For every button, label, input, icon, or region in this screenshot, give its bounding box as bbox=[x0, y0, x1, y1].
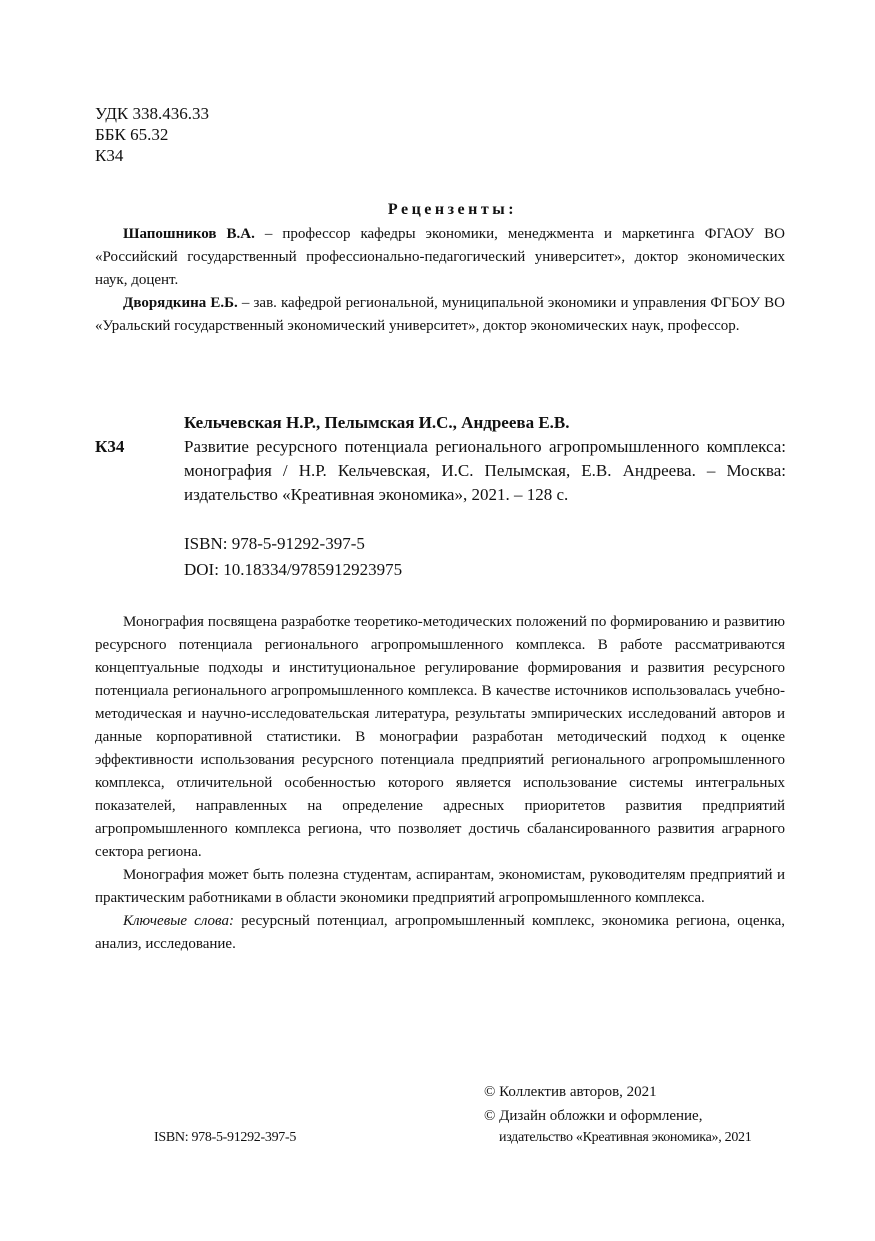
reviewer-entry bbox=[95, 223, 785, 292]
copyright-design: © Дизайн обложки и оформление, bbox=[484, 1108, 703, 1124]
reviewers-list bbox=[95, 223, 785, 338]
reviewer-details: – профессор кафедры экономики, менеджмента и маркетинга ФГАОУ ВО «Российский государственный профессионально-педагогический университет», доктор экономических наук, доцент. bbox=[95, 226, 786, 288]
card-author-sign: К34 bbox=[95, 437, 125, 456]
card-authors: Кельчевская Н.Р., Пелымская И.С., Андреева Е.В. bbox=[184, 413, 570, 432]
udk-code: УДК 338.436.33 bbox=[95, 104, 210, 123]
reviewer-entry bbox=[95, 292, 785, 338]
reviewer-name: Дворядкина Е.Б. bbox=[123, 295, 238, 311]
footer-isbn: ISBN: 978-5-91292-397-5 bbox=[154, 1130, 297, 1145]
copyright-block bbox=[484, 1080, 702, 1128]
abstract-paragraph: Монография может быть полезна студентам, аспирантам, экономистам, руководителям предприятий и практическим работниками в области экономики предприятий агропромышленного комплекса. bbox=[95, 867, 785, 906]
catalog-card bbox=[184, 411, 786, 583]
keywords-paragraph bbox=[95, 910, 785, 956]
card-isbn: ISBN: 978-5-91292-397-5 bbox=[184, 534, 365, 553]
catalog-codes bbox=[95, 103, 209, 166]
keywords-text: ресурсный потенциал, агропромышленный комплекс, экономика региона, оценка, анализ, исследование. bbox=[95, 913, 785, 952]
abstract bbox=[95, 611, 785, 956]
reviewer-name: Шапошников В.А. bbox=[123, 226, 255, 242]
card-identifiers bbox=[184, 531, 786, 583]
reviewer-details: – зав. кафедрой региональной, муниципальной экономики и управления ФГБОУ ВО «Уральский государственный экономический университет», доктор экономических наук, профессор. bbox=[95, 295, 785, 334]
keywords-label: Ключевые слова: bbox=[123, 913, 234, 929]
card-description: Развитие ресурсного потенциала регионального агропромышленного комплекса: монография / Н.Р. Кельчевская, И.С. Пелымская, Е.В. Андреева. – Москва: издательство «Креативная экономика», 2021. – 128 с. bbox=[184, 437, 786, 504]
abstract-paragraph: Монография посвящена разработке теоретико-методических положений по формированию и развитию ресурсного потенциала регионального агропромышленного комплекса. В работе рассматриваются концептуальные подходы и институциональное регулирование формирования и развития ресурсного потенциала регионального агропромышленного комплекса. В качестве источников использовалась учебно-методическая и научно-исследовательская литература, результаты эмпирических исследований авторов и данные корпоративной статистики. В монографии разработан методический подход к оценке эффективности использования ресурсного потенциала предприятий регионального агропромышленного комплекса, отличительной особенностью которого является использование системы интегральных показателей, направленных на определение адресных приоритетов развития предприятий агропромышленного комплекса региона, что позволяет достичь сбалансированного развития аграрного сектора региона. bbox=[95, 614, 785, 860]
reviewers-heading: Рецензенты: bbox=[387, 201, 518, 218]
author-sign: К34 bbox=[95, 146, 124, 165]
copyright-publisher: издательство «Креативная экономика», 2021 bbox=[499, 1130, 752, 1145]
bbk-code: ББК 65.32 bbox=[95, 125, 169, 144]
copyright-authors: © Коллектив авторов, 2021 bbox=[484, 1084, 657, 1100]
card-doi: DOI: 10.18334/9785912923975 bbox=[184, 560, 403, 579]
